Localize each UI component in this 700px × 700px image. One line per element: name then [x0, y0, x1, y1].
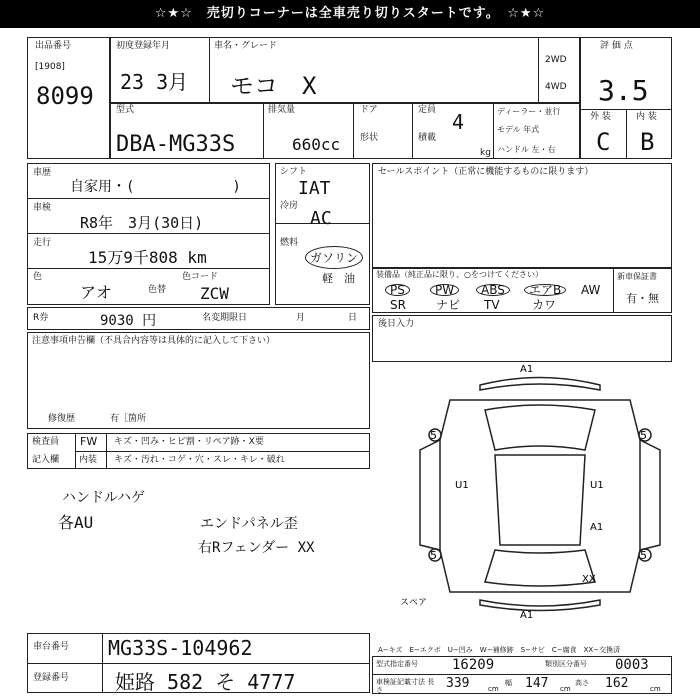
first-reg-value: 23 3月	[120, 70, 189, 94]
divider	[27, 663, 370, 664]
diagram-mid-right: A1	[590, 522, 604, 533]
recycle-value: 9030 円	[100, 313, 157, 329]
ext-label: 外 装	[590, 112, 611, 122]
class-no-label: 類別区分番号	[545, 660, 587, 668]
deadline-label: 名変期限日	[202, 313, 248, 323]
divider	[27, 268, 270, 269]
note-line-2: 各AU	[58, 513, 94, 532]
chassis-value: MG33S-104962	[108, 636, 253, 660]
diagram-left: U1	[455, 480, 469, 491]
equip-ps: PS	[385, 284, 410, 296]
diagram-fl: 5	[430, 429, 437, 442]
height-label: 高さ	[575, 679, 589, 687]
month-label: 月	[296, 313, 306, 323]
drive-2wd: 2WD	[545, 55, 567, 65]
divider	[626, 109, 627, 159]
fuel-label: 燃料	[280, 238, 299, 248]
checker-interior: 内装	[79, 455, 98, 465]
height-unit: cm	[650, 685, 661, 693]
length-label: 車検証記載寸法 長さ	[376, 678, 435, 694]
lot-label: 出品番号	[35, 41, 72, 51]
notes-label: 注意事項申告欄（不具合内容等は具体的に記入して下さい）	[32, 336, 276, 346]
equip-aw: AW	[581, 283, 601, 297]
note-line-1: ハンドルハゲ	[62, 490, 146, 506]
sales-label: セールスポイント（正常に機能するものに限ります）	[378, 167, 594, 177]
divider	[27, 233, 270, 234]
ac-value: AC	[310, 208, 332, 229]
repair-label: 修復歴	[48, 414, 76, 424]
note-line-3: エンドパネル歪	[200, 516, 298, 532]
inspection-value: R8年 3月(30日)	[80, 214, 204, 232]
equip-tv: TV	[484, 298, 500, 312]
later-input-label: 後日入力	[378, 319, 415, 329]
diagram-rl: 5	[430, 549, 437, 562]
color-change-label: 色替	[148, 285, 167, 295]
diagram-right: U1	[590, 480, 604, 491]
recycle-box	[27, 307, 370, 330]
checker-label2: 記入欄	[32, 455, 60, 465]
ext-value: C	[596, 128, 611, 156]
lot-number: 8099	[36, 82, 94, 110]
color-code-label: 色コード	[182, 272, 219, 282]
divider	[106, 433, 107, 469]
color-code-value: ZCW	[200, 284, 229, 303]
seats-value: 4	[452, 110, 465, 134]
door-label: ドア	[360, 105, 378, 115]
ac-label: 冷房	[280, 201, 299, 211]
car-diagram	[400, 360, 680, 620]
recycle-label: R券	[33, 313, 49, 323]
banner: ☆★☆ 売切りコーナーは全車売り切りスタートです。 ☆★☆	[0, 0, 700, 28]
seats-label: 定員	[418, 105, 437, 115]
diagram-rr: 5	[640, 549, 647, 562]
mileage-label: 走行	[33, 238, 52, 248]
color-label: 色	[33, 272, 43, 282]
sales-box	[372, 163, 672, 268]
check-exterior: キズ・凹み・ヒビ割・リペア跡・X要	[114, 437, 264, 447]
int-value: B	[640, 128, 655, 156]
divider	[75, 451, 370, 452]
divider	[493, 103, 494, 159]
divider	[372, 674, 672, 675]
length-value: 339	[446, 676, 470, 691]
warranty-value: 有・無	[626, 292, 659, 305]
color-value: アオ	[80, 283, 112, 302]
load-label: 積載	[418, 133, 437, 143]
width-unit: cm	[560, 685, 571, 693]
divider	[538, 37, 539, 103]
divider	[209, 37, 210, 103]
type-no-value: 16209	[452, 657, 495, 673]
score-label: 評 価 点	[600, 41, 633, 51]
equip-pw: PW	[430, 284, 459, 296]
length-unit: cm	[488, 685, 499, 693]
class-no-value: 0003	[615, 657, 649, 673]
divider	[27, 198, 270, 199]
kg-label: kg	[480, 148, 491, 158]
equip-airbag: エアB	[524, 284, 566, 296]
model-year-label: モデル 年式	[497, 125, 540, 134]
score-value: 3.5	[598, 74, 649, 107]
fuel-diesel: 軽 油	[322, 272, 355, 285]
width-value: 147	[525, 676, 549, 691]
diagram-bottom: A1	[520, 610, 534, 620]
plate-value: 姫路 582 そ 4777	[115, 670, 296, 694]
note-line-4: 右Rフェンダー XX	[198, 540, 315, 556]
diagram-top: A1	[520, 364, 534, 375]
inspection-label: 車検	[33, 203, 52, 213]
mileage-value: 15万9千808 km	[88, 248, 207, 267]
diagram-xx: XX	[582, 574, 596, 585]
first-reg-label: 初度登録年月	[116, 41, 171, 51]
equip-kawa: カワ	[532, 298, 557, 312]
day-label: 日	[348, 313, 358, 323]
checker-label1: 検査員	[32, 437, 60, 447]
history-value: 自家用・( )	[70, 179, 241, 195]
checker-fw: FW	[80, 435, 98, 448]
chassis-label: 車台番号	[33, 642, 70, 652]
width-label: 幅	[505, 679, 512, 687]
equip-sr: SR	[390, 298, 406, 312]
height-value: 162	[605, 676, 629, 691]
type-label: 型式	[116, 105, 135, 115]
divider	[102, 633, 103, 693]
divider	[75, 433, 76, 469]
plate-label: 登録番号	[33, 673, 70, 683]
lot-sub: [1908]	[35, 62, 65, 72]
type-value: DBA-MG33S	[116, 132, 236, 157]
diagram-spare: スペア	[400, 598, 428, 608]
check-interior: キズ・汚れ・コゲ・穴・スレ・キレ・破れ	[114, 455, 285, 465]
type-no-label: 型式指定番号	[376, 660, 418, 668]
history-label: 車歴	[33, 168, 52, 178]
shift-value: IAT	[298, 178, 331, 199]
equipment-label: 装備品（純正品に限り、○をつけてください）	[376, 270, 543, 279]
shape-label: 形状	[360, 133, 379, 143]
damage-legend: A−キズ E−エクボ U−凹み W−補修跡 S−サビ C−腐食 XX−交換済	[378, 646, 621, 654]
drive-4wd: 4WD	[545, 82, 567, 92]
repair-value: 有［箇所	[110, 414, 147, 424]
disp-value: 660cc	[292, 135, 341, 154]
handle-label: ハンドル 左・右	[497, 145, 556, 154]
divider	[613, 268, 614, 313]
dealer-label: ディーラー・並行	[497, 107, 561, 116]
divider	[263, 103, 264, 159]
divider	[412, 103, 413, 159]
disp-label: 排気量	[268, 105, 296, 115]
int-label: 内 装	[636, 112, 657, 122]
name-value: モコ X	[230, 72, 317, 100]
divider	[353, 103, 354, 159]
equip-abs: ABS	[476, 284, 510, 296]
equip-navi: ナビ	[436, 298, 461, 312]
shift-label: シフト	[280, 167, 308, 177]
later-input-box	[372, 315, 672, 362]
name-label: 車名・グレード	[214, 41, 278, 51]
notes-box	[27, 332, 370, 429]
diagram-fr: 5	[640, 429, 647, 442]
fuel-value: ガソリン	[305, 246, 363, 269]
warranty-label: 新車保証書	[617, 272, 657, 281]
